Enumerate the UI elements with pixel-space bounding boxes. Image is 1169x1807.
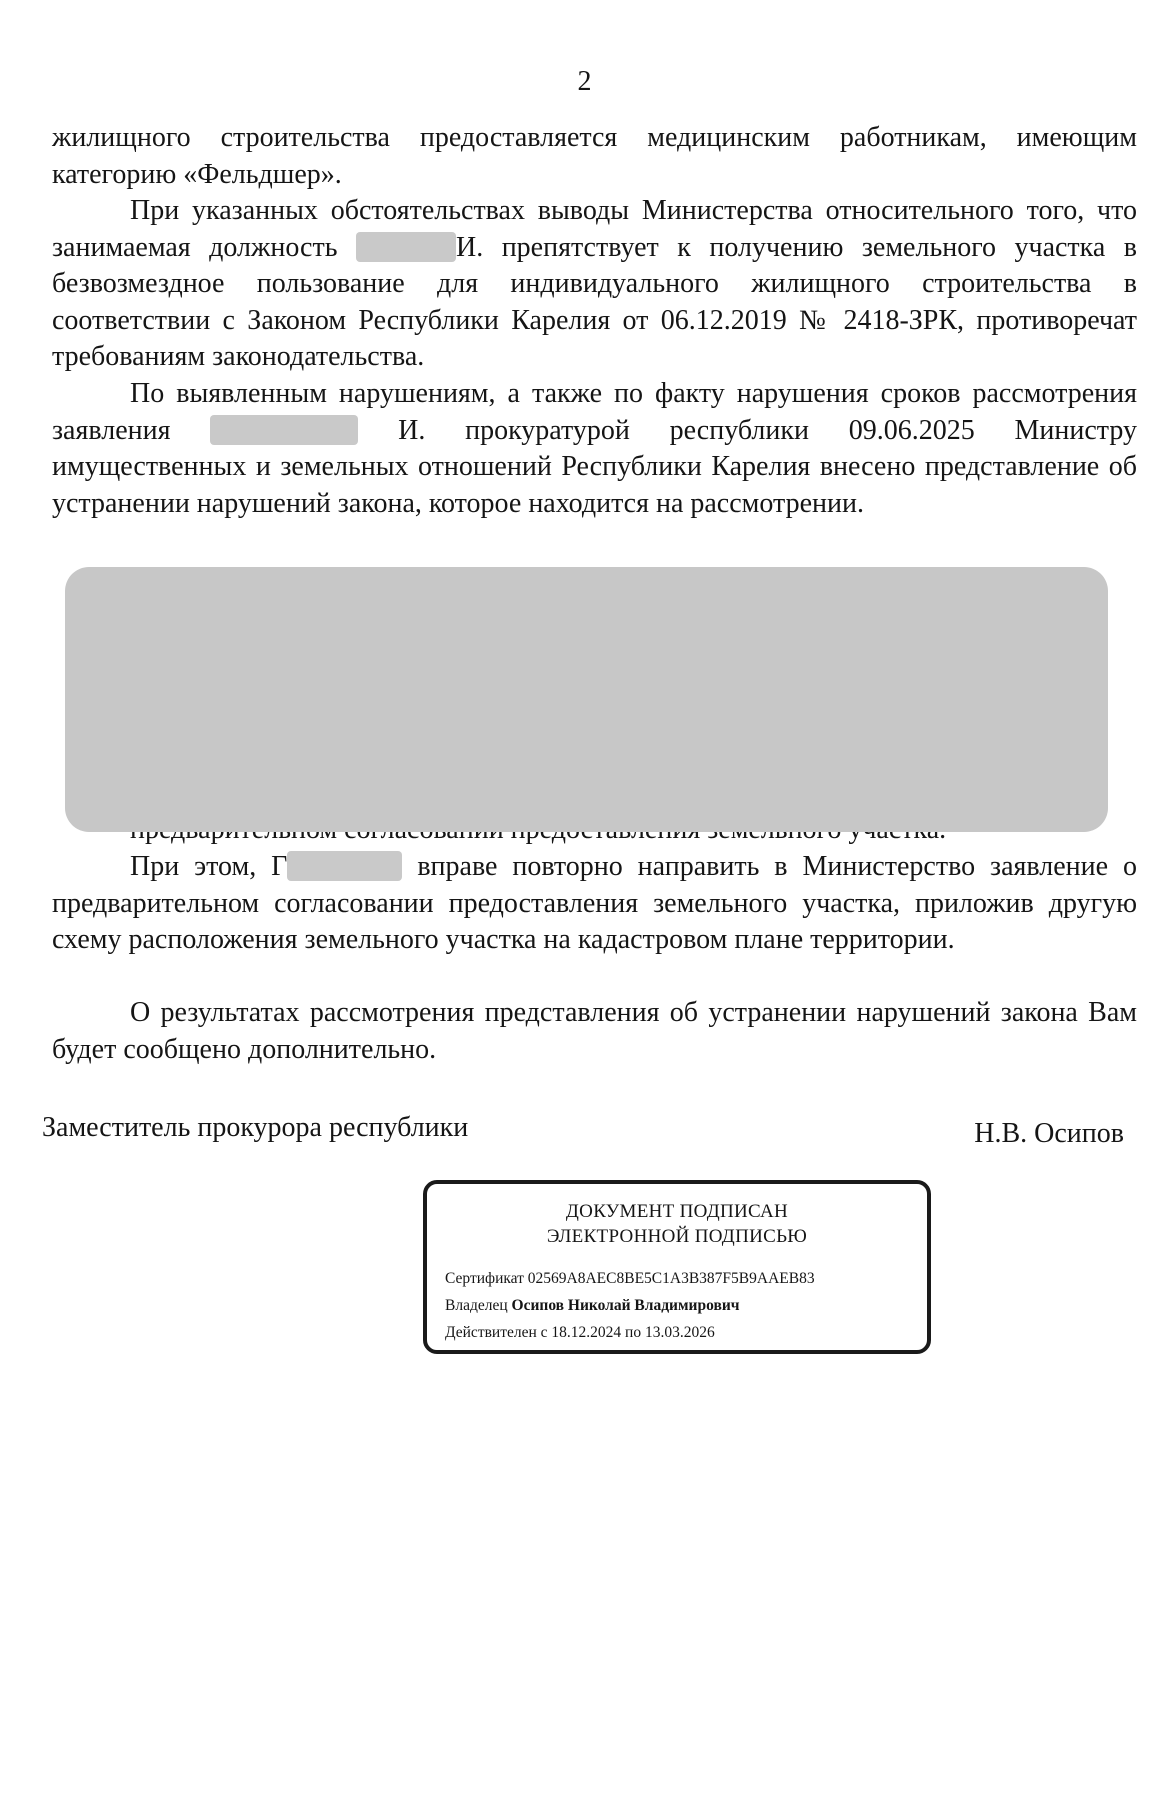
stamp-owner [445,1297,740,1315]
page-number: 2 [577,66,592,97]
stamp-valid-to-label: по [625,1324,642,1341]
paragraph-3 [52,376,1137,522]
paragraph-5-before: При этом, Г [130,851,288,882]
stamp-valid-from-label: с [540,1324,548,1341]
redaction-name-3 [287,851,402,881]
stamp-heading-line-2: ЭЛЕКТРОННОЙ ПОДПИСЬЮ [546,1226,808,1247]
electronic-signature-stamp [423,1180,931,1354]
stamp-validity [445,1324,715,1342]
stamp-certificate [445,1270,815,1288]
paragraph-6: О результатах рассмотрения представления об устранении нарушений закона Вам будет сообщено дополнительно. [52,997,1137,1065]
stamp-validity-label: Действителен [445,1324,537,1341]
paragraph-5-after: вправе повторно направить в Министерство заявление о предварительном согласовании предоставления земельного участка, приложив другую схему расположения земельного участка на кадастровом плане территории. [52,851,1138,955]
stamp-valid-to: 13.03.2026 [644,1324,715,1341]
paragraph-2-after: И. препятствует к получению земельного участка в безвозмездное пользование для индивидуального жилищного строительства в соответствии с Законом Республики Карелия от 06.12.2019 № 2418-ЗРК, противоречат требованиям законодательства. [52,231,1137,372]
signatory-name: Н.В. Осипов [974,1118,1124,1149]
stamp-owner-label: Владелец [445,1297,508,1314]
stamp-certificate-label: Сертификат [445,1270,524,1287]
stamp-owner-value: Осипов Николай Владимирович [511,1297,740,1314]
redaction-name-1 [356,232,456,262]
paragraph-1: жилищного строительства предоставляется медицинским работникам, имеющим категорию «Фельдшер». [52,122,1137,190]
paragraph-5 [52,849,1137,959]
paragraph-2 [52,193,1137,376]
stamp-heading-line-1: ДОКУМЕНТ ПОДПИСАН [565,1201,789,1222]
stamp-valid-from: 18.12.2024 [551,1324,622,1341]
paragraph-2-before: При указанных обстоятельствах выводы Министерства относительного того, что занимаемая должность [52,195,1137,263]
signatory-title: Заместитель прокурора республики [42,1112,469,1143]
stamp-certificate-value: 02569A8AEC8BE5C1A3B387F5B9AAEB83 [527,1270,815,1287]
redaction-block [65,567,1108,832]
paragraph-3-after: И. прокуратурой республики 09.06.2025 Министру имущественных и земельных отношений Республики Карелия внесено представление об устранении нарушений закона, которое находится на рассмотрении. [52,414,1138,519]
paragraph-3-before: По выявленным нарушениям, а также по факту нарушения сроков рассмотрения заявления [52,378,1137,446]
redaction-name-2 [210,415,358,445]
